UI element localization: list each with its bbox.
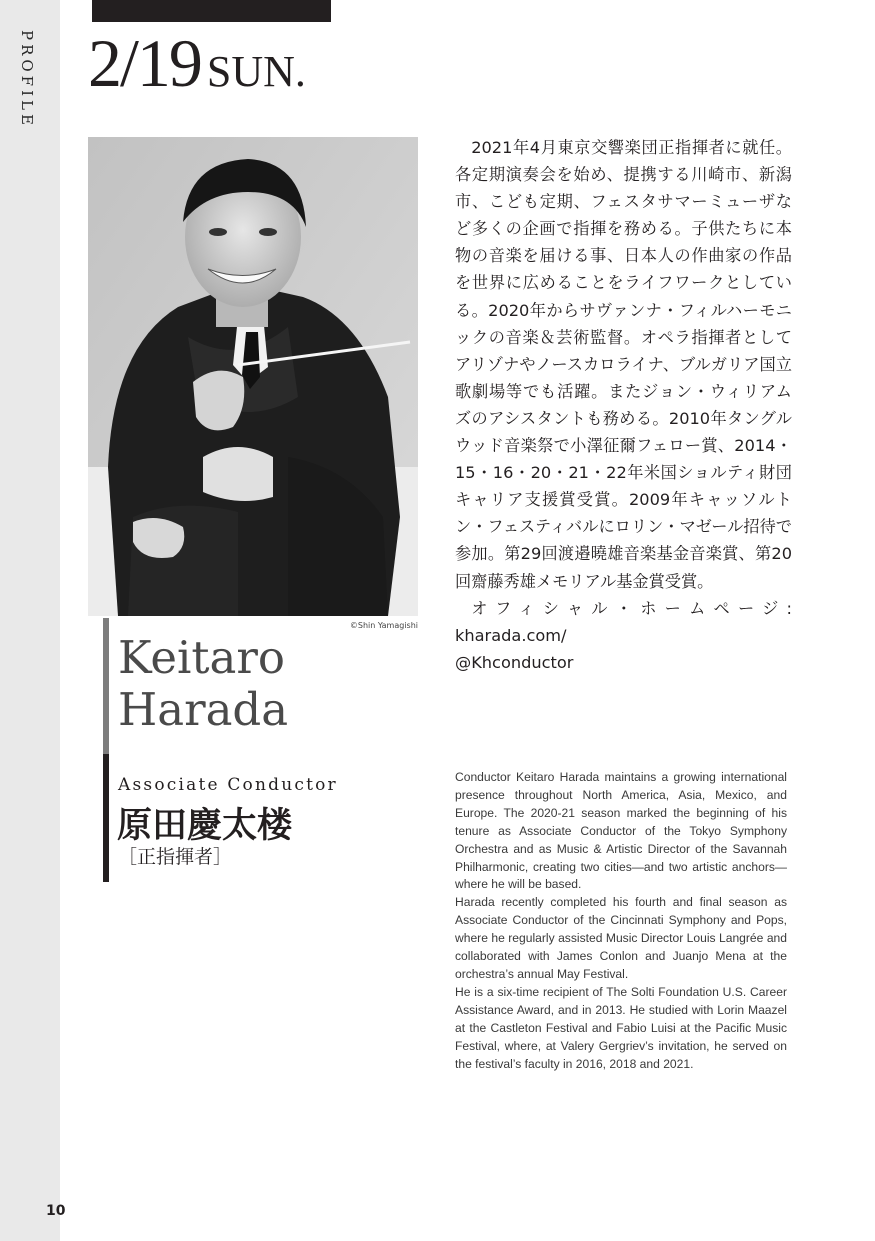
conductor-photo — [88, 137, 418, 616]
biography-japanese — [455, 134, 792, 676]
section-label: PROFILE — [18, 30, 36, 129]
artist-title-japanese: ［正指揮者］ — [118, 846, 233, 868]
accent-bar-black — [103, 754, 109, 882]
official-website-link[interactable]: オフィシャル・ホームページ: kharada.com/ — [455, 598, 792, 645]
artist-last-name: Harada — [118, 683, 289, 736]
accent-bar-gray — [103, 618, 109, 754]
page-number: 10 — [46, 1203, 66, 1219]
date-weekday: SUN. — [206, 47, 306, 96]
biography-english — [455, 769, 787, 1073]
conductor-portrait-icon — [88, 137, 418, 616]
bio-en-paragraph: Conductor Keitaro Harada maintains a growing international presence throughout North America, Asia, Mexico, and Europe. The 2020-21 season marked the beginning of his tenure as Associate Conductor of the Tokyo Symphony Orchestra and as Music & Artistic Director of the Savannah Philharmonic, creating two cities—and two artistic anchors—where he will be based. — [455, 770, 787, 892]
bio-en-paragraph: Harada recently completed his fourth and final season as Associate Conductor of the Cincinnati Symphony and Pops, where he regularly assisted Music Director Louis Langrée and collaborated with James Conlon and Juanjo Mena at the orchestra’s annual May Festival. — [455, 895, 787, 981]
concert-date — [88, 24, 306, 103]
header-bar — [92, 0, 331, 22]
social-handle-link[interactable]: @Khconductor — [455, 652, 574, 672]
artist-name-japanese: 原田慶太楼 — [117, 806, 293, 846]
artist-title-english: Associate Conductor — [118, 775, 338, 795]
photo-credit: ©Shin Yamagishi — [349, 621, 418, 630]
artist-name-english — [118, 632, 288, 736]
date-number: 2/19 — [88, 25, 201, 101]
bio-jp-paragraph: 2021年4月東京交響楽団正指揮者に就任。各定期演奏会を始め、提携する川崎市、新潟市、こども定期、フェスタサマーミューザなど多くの企画で指揮を務める。子供たちに本物の音楽を届ける事、日本人の作曲家の作品を世界に広めることをライフワークとしている。2020年からサヴァンナ・フィルハーモニックの音楽＆芸術監督。オペラ指揮者としてアリゾナやノースカロライナ、ブルガリア国立歌劇場等でも活躍。またジョン・ウィリアムズのアシスタントも務める。2010年タングルウッド音楽祭で小澤征爾フェロー賞、2014・15・16・20・21・22年米国ショルティ財団キャリア支援賞受賞。2009年キャッソルトン・フェスティバルにロリン・マゼール招待で参加。第29回渡邉曉雄音楽基金音楽賞、第20回齋藤秀雄メモリアル基金賞受賞。 — [455, 138, 792, 591]
side-strip — [0, 0, 60, 1241]
bio-en-paragraph: He is a six-time recipient of The Solti Foundation U.S. Career Assistance Award, and in 2013. He studied with Lorin Maazel at the Castleton Festival and Fabio Luisi at the Pacific Music Festival, where, at Valery Gergriev’s invitation, he served on the festival’s faculty in 2016, 2018 and 2021. — [455, 984, 787, 1071]
artist-first-name: Keitaro — [118, 631, 285, 684]
